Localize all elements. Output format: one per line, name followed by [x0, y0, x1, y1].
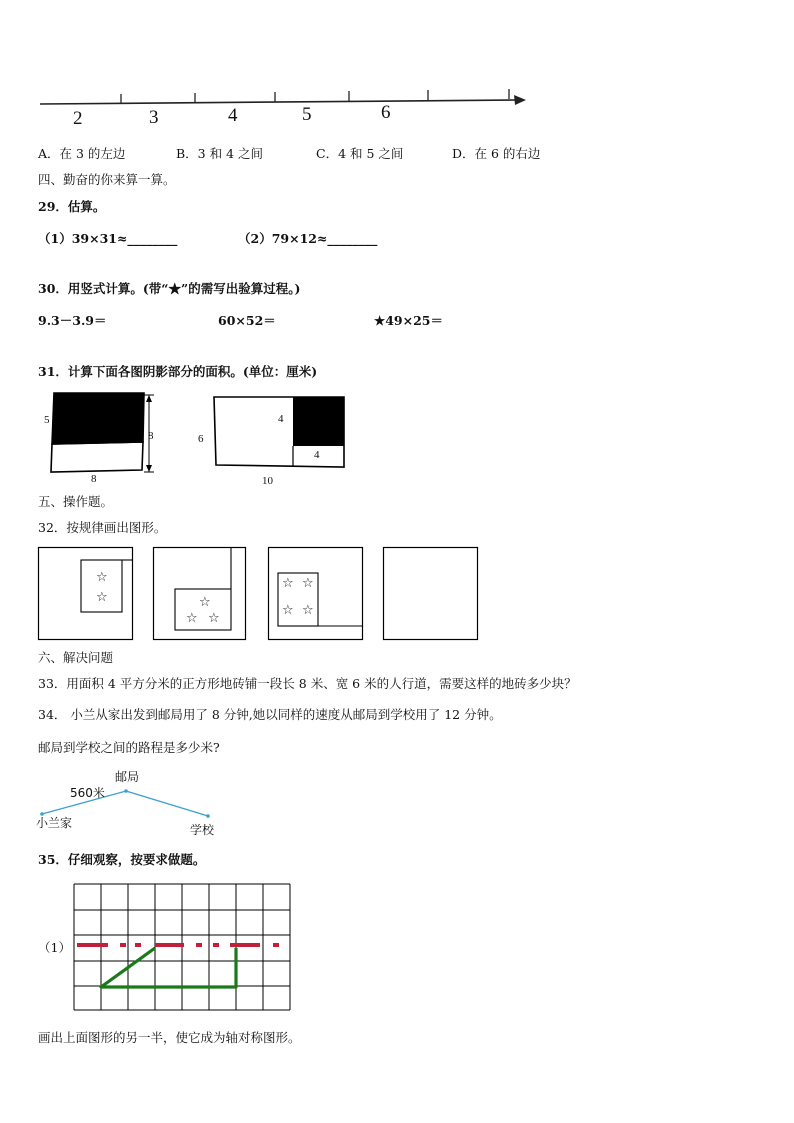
q30-item-1: 9.3－3.9＝: [38, 313, 107, 328]
star-icon: ☆: [96, 590, 108, 605]
diagram-post-office: 邮局: [115, 770, 140, 784]
diagram-school: 学校: [190, 823, 215, 837]
q35-instruction: 画出上面图形的另一半，使它成为轴对称图形。: [38, 1030, 301, 1045]
q34-line-2: 邮局到学校之间的路程是多少米?: [38, 740, 220, 755]
diagram-distance: 560米: [70, 786, 105, 800]
fig1-right-label: 8: [148, 430, 154, 442]
diagram-home: 小兰家: [36, 816, 73, 830]
pattern-box-1: [38, 547, 134, 641]
option-b: B．3 和 4 之间: [176, 146, 264, 161]
q34-line-1: 34． 小兰从家出发到邮局用了 8 分钟,她以同样的速度从邮局到学校用了 12 分钟。: [38, 707, 502, 722]
q30-title: 30．用竖式计算。(带“★”的需写出验算过程。): [38, 281, 301, 296]
option-a: A．在 3 的左边: [38, 146, 126, 161]
option-d: D．在 6 的右边: [452, 146, 541, 161]
star-icon: ☆: [96, 570, 108, 585]
q29-item-2: （2）79×12≈________: [238, 231, 378, 246]
q31-figure-2: [210, 393, 350, 473]
pattern-box-4-blank[interactable]: [383, 547, 479, 641]
q30-item-2: 60×52＝: [218, 313, 276, 328]
star-icon: ☆: [282, 603, 294, 618]
star-icon: ☆: [282, 576, 294, 591]
q31-title: 31．计算下面各图阴影部分的面积。(单位：厘米): [38, 364, 318, 379]
option-c: C．4 和 5 之间: [316, 146, 404, 161]
fig1-left-label: 5: [44, 414, 50, 426]
star-icon: ☆: [199, 595, 211, 610]
tick-label: 2: [73, 108, 83, 129]
fig2-left-label: 6: [198, 433, 204, 445]
q35-part-label: （1）: [38, 940, 71, 955]
q35-grid[interactable]: [74, 884, 294, 1014]
q29-title: 29．估算。: [38, 199, 106, 214]
section-4-heading: 四、勤奋的你来算一算。: [38, 172, 176, 187]
tick-label: 3: [149, 107, 159, 128]
number-line: [40, 88, 540, 132]
tick-label: 4: [228, 105, 238, 126]
fig2-inner-left-label: 4: [278, 413, 284, 425]
section-5-heading: 五、操作题。: [38, 494, 114, 509]
tick-label: 6: [381, 102, 391, 123]
star-icon: ☆: [302, 576, 314, 591]
pattern-box-2: [153, 547, 249, 641]
tick-label: 5: [302, 104, 312, 125]
star-icon: ☆: [208, 611, 220, 626]
q35-title: 35．仔细观察，按要求做题。: [38, 852, 206, 867]
fig2-bottom-label: 10: [262, 475, 273, 487]
pattern-box-3: [268, 547, 364, 641]
q32-title: 32．按规律画出图形。: [38, 520, 167, 535]
q30-item-3: ★49×25＝: [374, 313, 443, 328]
star-icon: ☆: [186, 611, 198, 626]
q33-text: 33．用面积 4 平方分米的正方形地砖铺一段长 8 米、宽 6 米的人行道，需要这样的地砖多少块？: [38, 676, 577, 691]
star-icon: ☆: [302, 603, 314, 618]
fig1-bottom-label: 8: [91, 473, 97, 485]
section-6-heading: 六、解决问题: [38, 650, 114, 665]
q29-item-1: （1）39×31≈________: [38, 231, 178, 246]
fig2-inner-bottom-label: 4: [314, 449, 320, 461]
